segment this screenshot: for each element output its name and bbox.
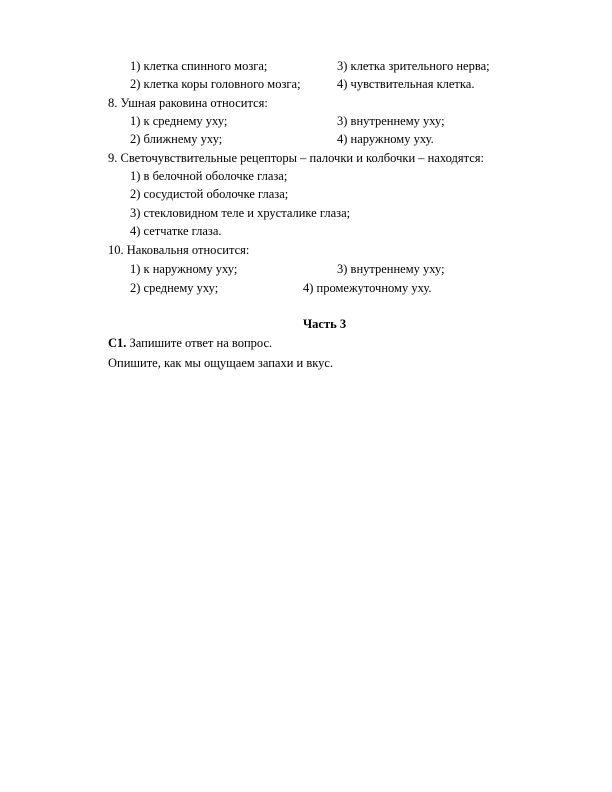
c1-label: С1. (108, 336, 127, 350)
c1-instruction: Запишите ответ на вопрос. (126, 336, 273, 350)
q9-option-3: 3) стекловидном теле и хрусталике глаза; (130, 206, 351, 220)
q8-option-3: 3) внутреннему уху; (337, 114, 445, 128)
q10-question: 10. Наковальня относится: (108, 243, 250, 257)
part3-heading: Часть 3 (303, 317, 347, 331)
q10-option-2: 2) среднему уху; (130, 281, 219, 295)
q9-question: 9. Светочувствительные рецепторы – палочки и колбочки – находятся: (108, 151, 485, 165)
c1-task (108, 335, 272, 351)
q8-option-4: 4) наружному уху. (337, 132, 434, 146)
q9-option-2: 2) сосудистой оболочке глаза; (130, 187, 289, 201)
q9-option-1: 1) в белочной оболочке глаза; (130, 169, 288, 183)
q10-option-1: 1) к наружному уху; (130, 262, 238, 276)
q8-question: 8. Ушная раковина относится: (108, 96, 268, 110)
q8-option-2: 2) ближнему уху; (130, 132, 223, 146)
q7-option-4: 4) чувствительная клетка. (337, 77, 475, 91)
q7-option-1: 1) клетка спинного мозга; (130, 59, 268, 73)
q10-option-4: 4) промежуточному уху. (303, 281, 432, 295)
q8-option-1: 1) к среднему уху; (130, 114, 228, 128)
q9-option-4: 4) сетчатке глаза. (130, 224, 222, 238)
q7-option-3: 3) клетка зрительного нерва; (337, 59, 490, 73)
q10-option-3: 3) внутреннему уху; (337, 262, 445, 276)
q7-option-2: 2) клетка коры головного мозга; (130, 77, 301, 91)
c1-question: Опишите, как мы ощущаем запахи и вкус. (108, 356, 334, 370)
